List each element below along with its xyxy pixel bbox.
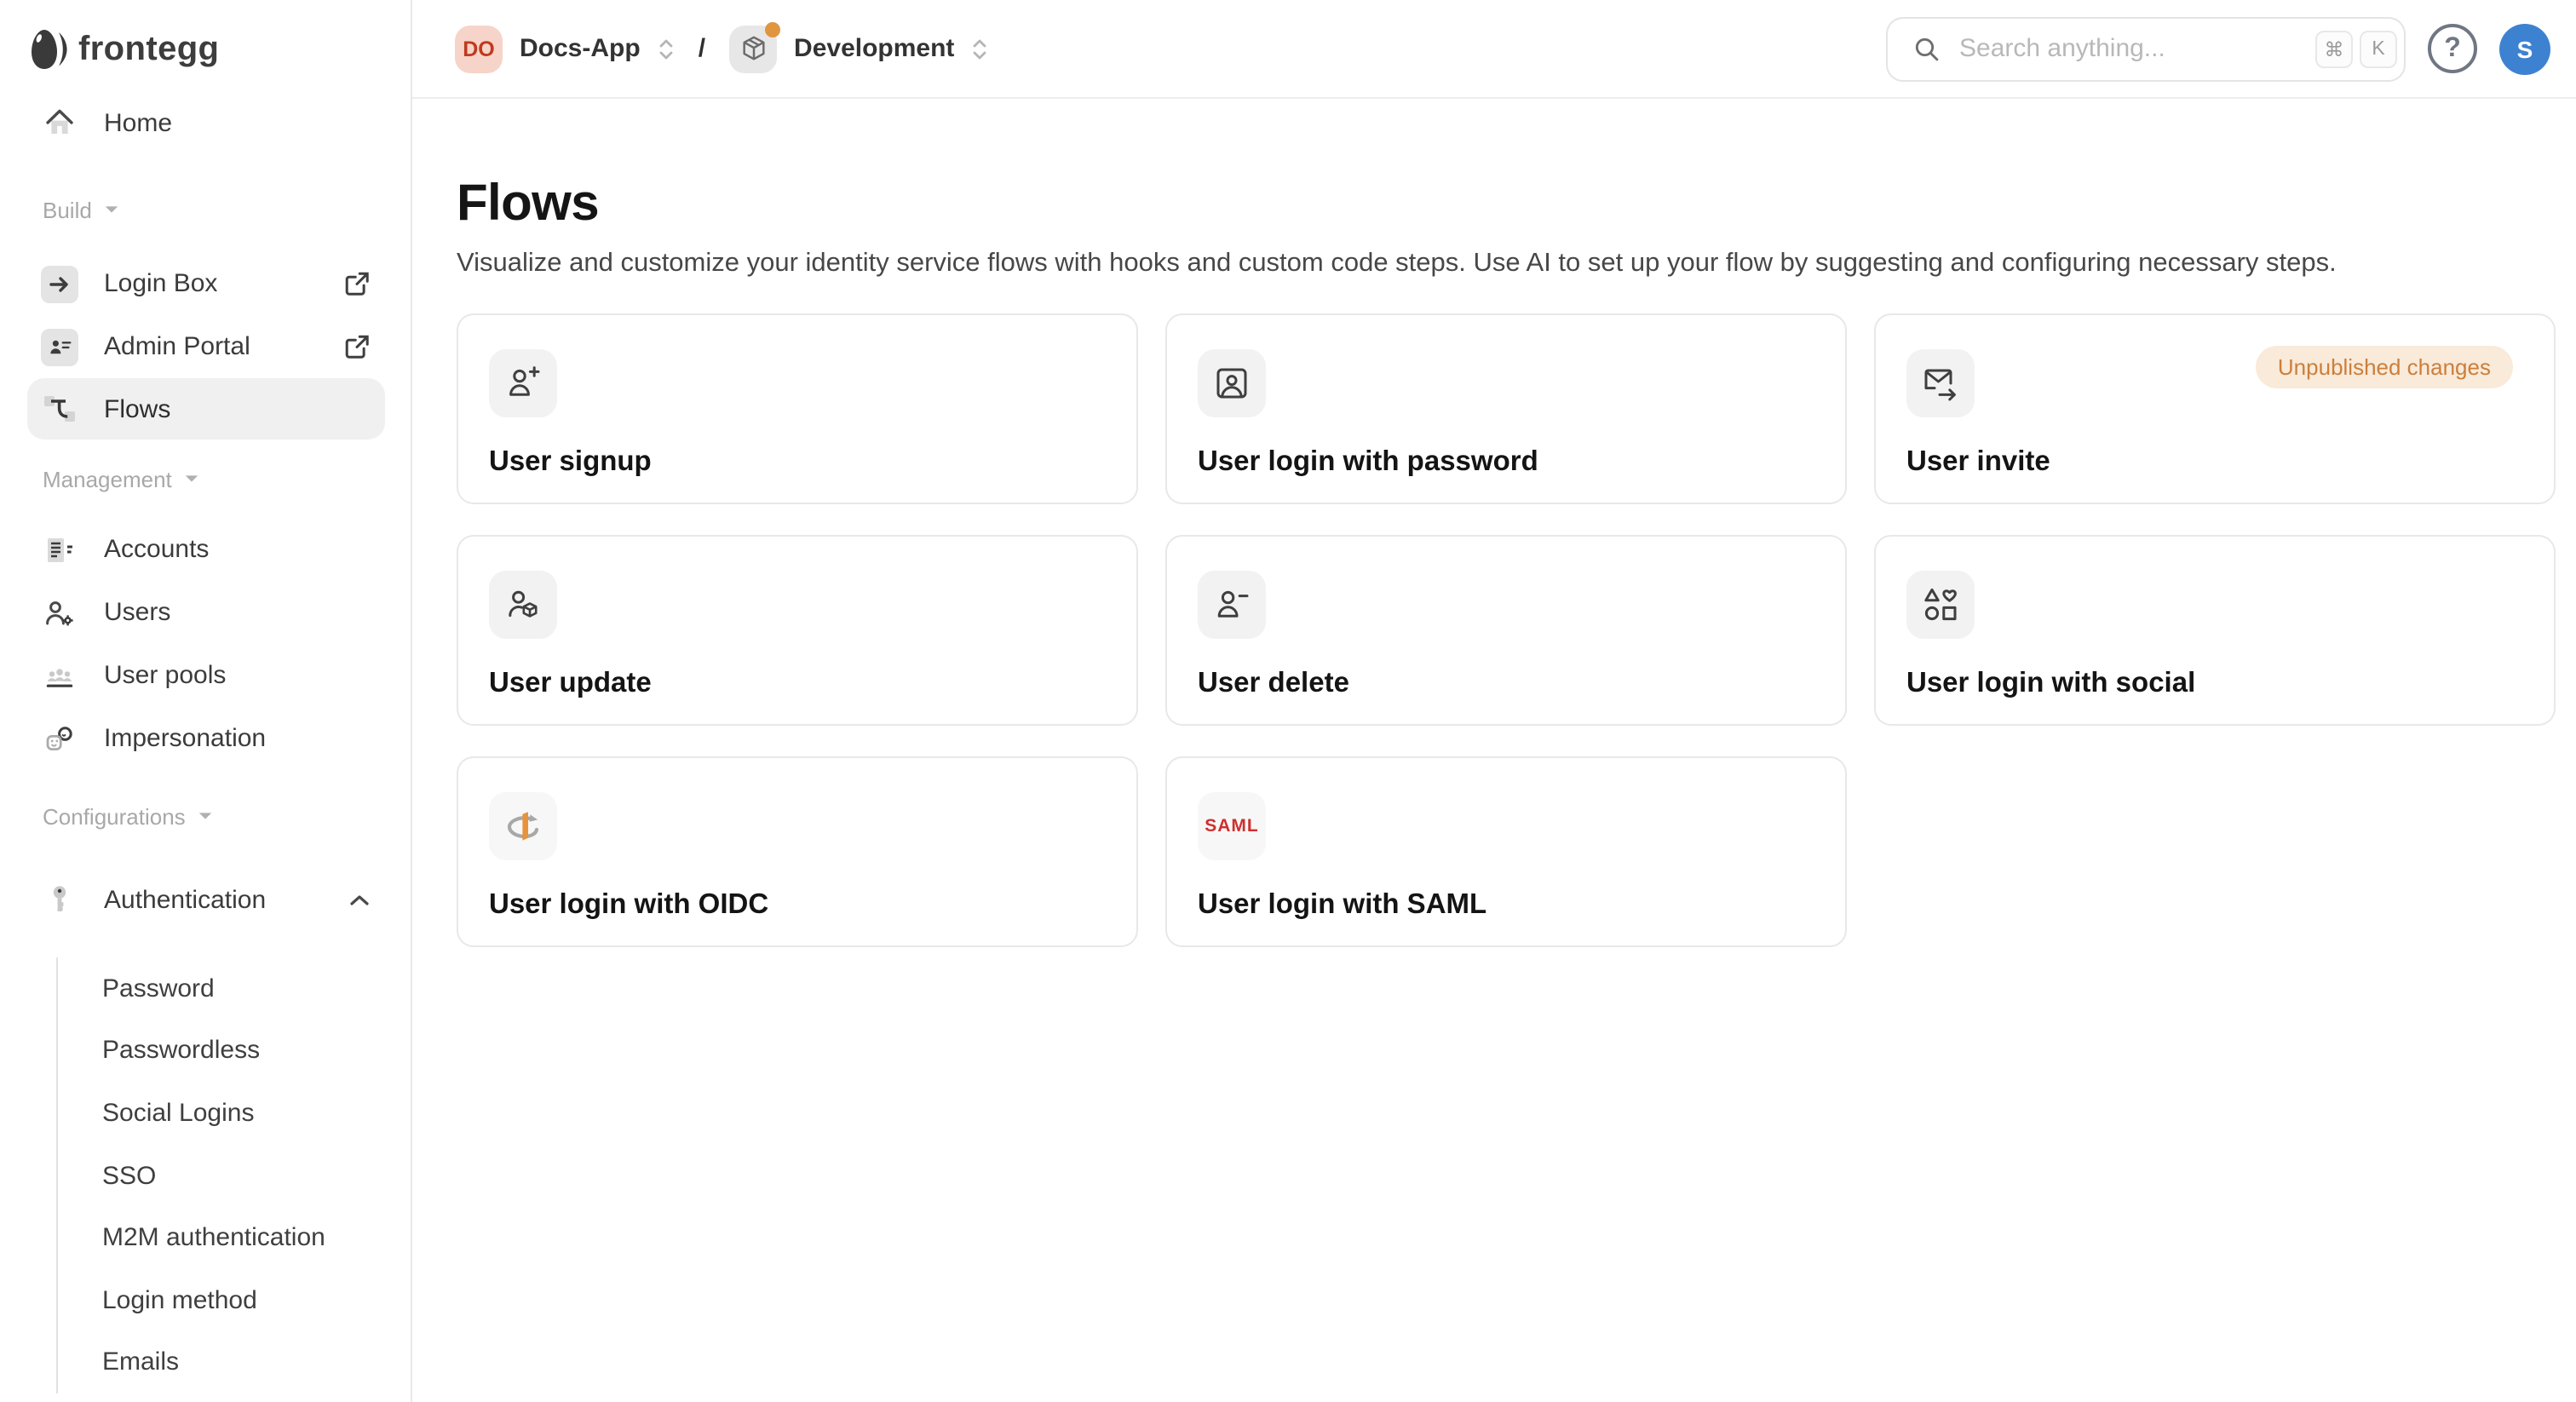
user-plus-icon xyxy=(489,349,557,417)
frontegg-logo[interactable] xyxy=(0,0,411,75)
search-shortcut xyxy=(2315,30,2397,67)
flow-card-user-login-password[interactable] xyxy=(1165,313,1847,504)
sidebar-item-login-box[interactable] xyxy=(0,252,411,315)
flow-card-title: User invite xyxy=(1906,446,2050,477)
flow-card-title: User login with OIDC xyxy=(489,889,769,920)
admin-portal-icon xyxy=(41,328,78,365)
sidebar-item-label: Users xyxy=(104,598,171,627)
sidebar-item-label: Authentication xyxy=(104,885,267,914)
flow-card-user-invite[interactable] xyxy=(1874,313,2556,504)
sidebar-subitem-m2m-authentication[interactable] xyxy=(58,1207,411,1269)
main-content xyxy=(412,99,2576,1402)
environment-icon[interactable] xyxy=(729,25,777,72)
search-box[interactable] xyxy=(1886,16,2406,81)
section-management[interactable] xyxy=(0,463,411,494)
sidebar-item-user-pools[interactable] xyxy=(0,644,411,707)
app-selector[interactable]: Docs-App xyxy=(520,34,641,63)
caret-down-icon xyxy=(184,474,199,484)
flow-card-title: User update xyxy=(489,668,652,698)
saml-icon-text: SAML xyxy=(1205,816,1259,836)
section-label-text: Build xyxy=(43,197,92,222)
section-label-text: Management xyxy=(43,466,172,491)
sidebar-subitem-password[interactable] xyxy=(58,957,411,1020)
caret-down-icon xyxy=(104,204,119,215)
id-badge-icon xyxy=(1198,349,1266,417)
flow-card-title: User login with password xyxy=(1198,446,1538,477)
app-badge[interactable]: DO xyxy=(455,25,503,72)
topbar xyxy=(412,0,2576,99)
sidebar-item-impersonation[interactable] xyxy=(0,707,411,770)
search-icon xyxy=(1912,33,1942,64)
sidebar-subitem-social-logins[interactable] xyxy=(58,1082,411,1144)
chevron-up-icon[interactable] xyxy=(349,893,370,905)
flow-card-title: User login with SAML xyxy=(1198,889,1487,920)
caret-down-icon xyxy=(198,811,213,821)
sidebar-item-label: Accounts xyxy=(104,535,210,564)
sidebar-item-label: Login Box xyxy=(104,269,218,298)
environment-selector[interactable]: Development xyxy=(794,34,955,63)
flow-card-title: User signup xyxy=(489,446,652,477)
user-pools-icon xyxy=(41,658,78,692)
section-label-text: Configurations xyxy=(43,803,186,829)
subitem-label: Social Logins xyxy=(102,1098,255,1128)
login-box-icon xyxy=(41,265,78,302)
key-icon xyxy=(41,882,78,916)
sidebar-item-home[interactable] xyxy=(0,95,411,150)
build-group xyxy=(0,252,411,440)
sidebar-item-flows[interactable] xyxy=(27,378,385,440)
k-key-icon: K xyxy=(2360,30,2397,67)
external-link-icon[interactable] xyxy=(344,271,370,296)
flow-card-title: User login with social xyxy=(1906,668,2196,698)
flow-card-user-login-oidc[interactable] xyxy=(457,756,1138,947)
sidebar xyxy=(0,0,412,1402)
sort-chevrons-icon[interactable] xyxy=(658,35,675,62)
sidebar-item-label: Admin Portal xyxy=(104,332,250,361)
flow-card-title: User delete xyxy=(1198,668,1349,698)
flow-card-user-login-saml[interactable] xyxy=(1165,756,1847,947)
shapes-icon xyxy=(1906,571,1975,639)
accounts-icon xyxy=(41,532,78,566)
environment-status-dot xyxy=(765,21,780,37)
openid-icon xyxy=(489,792,557,860)
sidebar-subitem-passwordless[interactable] xyxy=(58,1020,411,1082)
subitem-label: Password xyxy=(102,974,215,1003)
sidebar-subitem-login-method[interactable] xyxy=(58,1269,411,1331)
flow-card-user-delete[interactable] xyxy=(1165,535,1847,726)
help-icon[interactable] xyxy=(2428,24,2477,73)
authentication-sub-list xyxy=(56,957,411,1393)
breadcrumb-separator: / xyxy=(698,34,706,63)
saml-icon xyxy=(1198,792,1266,860)
section-configurations[interactable] xyxy=(0,801,411,831)
flows-icon xyxy=(41,392,78,426)
sidebar-item-label: Impersonation xyxy=(104,724,267,753)
users-icon xyxy=(41,595,78,629)
subitem-label: Login method xyxy=(102,1285,257,1315)
user-minus-icon xyxy=(1198,571,1266,639)
external-link-icon[interactable] xyxy=(344,334,370,359)
sidebar-item-label: Home xyxy=(104,108,173,137)
topbar-right xyxy=(1886,16,2550,81)
sidebar-item-admin-portal[interactable] xyxy=(0,315,411,378)
user-cube-icon xyxy=(489,571,557,639)
sidebar-item-accounts[interactable] xyxy=(0,518,411,581)
page-description: Visualize and customize your identity service flows with hooks and custom code steps. Use AI to set up your flow by suggesting and configuring necessary steps. xyxy=(457,249,2337,278)
subitem-label: Passwordless xyxy=(102,1036,261,1066)
breadcrumb xyxy=(455,25,988,72)
avatar-initial: S xyxy=(2516,35,2533,62)
subitem-label: Emails xyxy=(102,1347,180,1377)
frontegg-egg-icon xyxy=(27,27,70,72)
sidebar-item-label: User pools xyxy=(104,661,227,690)
flows-grid xyxy=(457,313,2559,947)
sidebar-item-authentication[interactable] xyxy=(0,865,411,934)
home-icon xyxy=(41,106,78,140)
search-input[interactable] xyxy=(1959,34,2298,63)
sort-chevrons-icon[interactable] xyxy=(971,35,988,62)
flow-card-user-update[interactable] xyxy=(457,535,1138,726)
management-group xyxy=(0,518,411,770)
avatar[interactable] xyxy=(2499,23,2550,74)
unpublished-changes-badge: Unpublished changes xyxy=(2256,346,2513,388)
sidebar-item-users[interactable] xyxy=(0,581,411,644)
sidebar-subitem-sso[interactable] xyxy=(58,1145,411,1207)
mail-arrow-icon xyxy=(1906,349,1975,417)
subitem-label: M2M authentication xyxy=(102,1223,325,1253)
cmd-key-icon: ⌘ xyxy=(2315,30,2353,67)
flow-card-user-login-social[interactable] xyxy=(1874,535,2556,726)
flow-card-user-signup[interactable] xyxy=(457,313,1138,504)
sidebar-subitem-emails[interactable] xyxy=(58,1331,411,1393)
brand-name: frontegg xyxy=(78,30,220,67)
subitem-label: SSO xyxy=(102,1161,157,1191)
page-title: Flows xyxy=(457,175,600,232)
impersonation-icon xyxy=(41,721,78,756)
help-glyph: ? xyxy=(2444,33,2461,62)
sidebar-item-label: Flows xyxy=(104,394,171,423)
section-build[interactable] xyxy=(0,194,411,225)
